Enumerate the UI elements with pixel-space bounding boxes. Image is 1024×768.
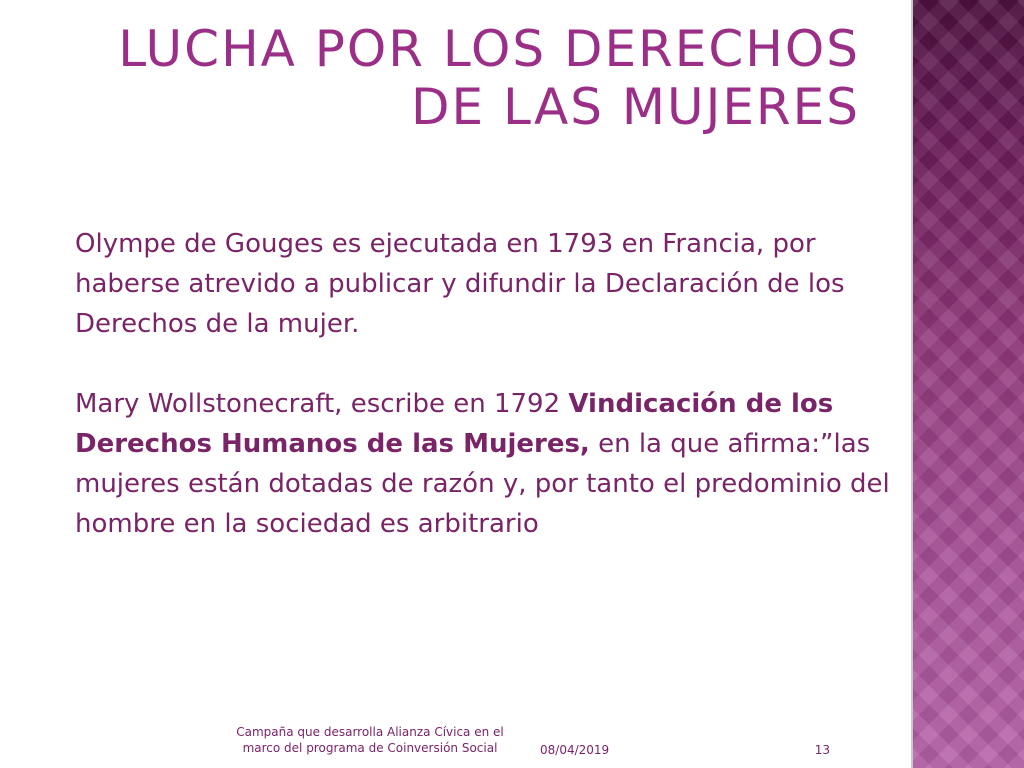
decorative-side-band [913,0,1024,768]
footer-campaign-line-2: marco del programa de Coinversión Social [242,741,498,755]
footer-campaign-line-1: Campaña que desarrolla Alianza Cívica en el [236,725,504,739]
title-line-2: DE LAS MUJERES [411,78,860,136]
title-line-1: LUCHA POR LOS DERECHOS [118,20,860,78]
slide-title [90,20,860,136]
paragraph-mary-wollstonecraft [75,384,900,544]
paragraph2-rest: en la que afirma:”las mujeres están dotadas de razón y, por tanto el predominio del hombre en la sociedad es arbitrario [75,429,890,539]
paragraph-olympe-de-gouges: Olympe de Gouges es ejecutada en 1793 en Francia, por haberse atrevido a publicar y difundir la Declaración de los Derechos de la mujer. [75,229,845,339]
footer-page-number: 13 [814,743,830,757]
footer-campaign-text [215,724,525,756]
book-title: Vindicación de los Derechos Humanos de las Mujeres, [75,389,834,459]
paragraph-spacer [75,344,900,384]
footer-date: 08/04/2019 [540,743,610,757]
paragraph2-intro: Mary Wollstonecraft, escribe en 1792 [75,389,569,419]
slide-body [75,224,900,544]
